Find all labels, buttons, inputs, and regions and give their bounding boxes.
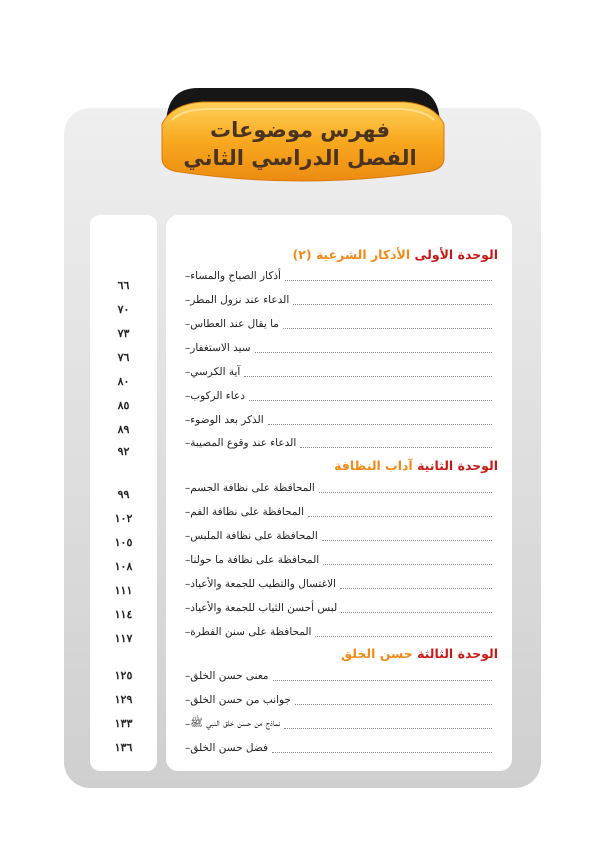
page-number: ٩٩ [117, 488, 130, 501]
unit-title: آداب النظافة [334, 458, 413, 473]
toc-entry[interactable]: – الاغتسال والتطيب للجمعة والأعياد [180, 575, 498, 593]
entry-title: فضل حسن الخلق [190, 742, 268, 754]
toc-entry[interactable]: – الذكر بعد الوضوء [180, 411, 498, 429]
entry-title: آية الكرسي [190, 366, 241, 378]
page-number: ١١٧ [114, 632, 133, 645]
page-number: ٧٣ [117, 327, 130, 340]
toc-entry[interactable]: – معنى حسن الخلق [180, 667, 498, 685]
unit-title: الأذكار الشرعية (٢) [292, 247, 411, 262]
page-number: ١١١ [114, 584, 133, 597]
unit-heading [293, 247, 498, 262]
entry-title: الدعاء عند وقوع المصيبة [190, 437, 297, 449]
toc-entry[interactable]: – فضل حسن الخلق [180, 739, 498, 757]
entry-title: المحافظة على نظافة الجسم [190, 482, 315, 494]
toc-entry[interactable]: – الدعاء عند نزول المطر [180, 291, 498, 309]
toc-entry[interactable]: – آية الكرسي [180, 363, 498, 381]
page-number: ١٣٣ [114, 717, 133, 730]
entry-title: لبس أحسن الثياب للجمعة والأعياد [190, 602, 338, 614]
toc-entry[interactable]: – أذكار الصباح والمساء [180, 267, 498, 285]
entry-title: معنى حسن الخلق [190, 670, 269, 682]
unit-prefix: الوحدة الثالثة [417, 646, 498, 661]
entry-title: الدعاء عند نزول المطر [190, 294, 290, 306]
toc-entry[interactable]: – دعاء الركوب [180, 387, 498, 405]
unit-prefix: الوحدة الأولى [414, 247, 498, 262]
toc-entry[interactable]: – ما يقال عند العطاس [180, 315, 498, 333]
entry-title: سيد الاستغفار [190, 342, 251, 354]
page-number: ٦٦ [117, 279, 130, 292]
page-number: ٨٠ [117, 375, 130, 388]
unit-heading [341, 646, 498, 661]
toc-entry[interactable]: – المحافظة على نظافة الفم [180, 503, 498, 521]
toc-title-line2: الفصل الدراسي الثاني [183, 146, 417, 170]
page-number: ١١٤ [114, 608, 133, 621]
page-number: ٨٥ [117, 399, 130, 412]
entry-title: أذكار الصباح والمساء [190, 270, 281, 282]
page-number-column [90, 215, 157, 771]
entry-title: المحافظة على نظافة الملبس [190, 530, 318, 542]
toc-entry[interactable]: – الدعاء عند وقوع المصيبة [180, 434, 498, 452]
page-number: ١٣٦ [114, 741, 133, 754]
entry-title: الذكر بعد الوضوء [190, 414, 264, 426]
unit-prefix: الوحدة الثانية [417, 458, 498, 473]
entry-title: الاغتسال والتطيب للجمعة والأعياد [190, 578, 336, 590]
page-number: ١٢٩ [114, 693, 133, 706]
entry-title: ما يقال عند العطاس [190, 318, 279, 330]
toc-entry[interactable]: – لبس أحسن الثياب للجمعة والأعياد [180, 599, 498, 617]
toc-entry[interactable]: – المحافظة على نظافة ما حولنا [180, 551, 498, 569]
toc-entry[interactable]: – نماذج من حسن خلق النبي ﷺ [180, 715, 498, 733]
page-number: ٧٠ [117, 303, 130, 316]
toc-entry[interactable]: – المحافظة على نظافة الجسم [180, 479, 498, 497]
toc-entry[interactable]: – المحافظة على سنن الفطرة [180, 623, 498, 641]
toc-entry[interactable]: – المحافظة على نظافة الملبس [180, 527, 498, 545]
page-number: ٩٢ [117, 445, 130, 458]
contents-panel [166, 215, 512, 771]
entry-title: دعاء الركوب [190, 390, 245, 402]
entry-title: جوانب من حسن الخلق [190, 694, 291, 706]
unit-title: حسن الخلق [341, 646, 413, 661]
entry-title: المحافظة على سنن الفطرة [190, 626, 312, 638]
page-number: ١٠٢ [114, 512, 133, 525]
page-number: ٧٦ [117, 351, 130, 364]
page-number: ١٠٨ [114, 560, 133, 573]
entry-title: نماذج من حسن خلق النبي ﷺ [190, 716, 281, 729]
page-number: ١٠٥ [114, 536, 133, 549]
toc-entry[interactable]: – جوانب من حسن الخلق [180, 691, 498, 709]
entry-title: المحافظة على نظافة الفم [190, 506, 304, 518]
page-number: ٨٩ [117, 423, 130, 436]
page-number: ١٢٥ [114, 669, 133, 682]
toc-entry[interactable]: – سيد الاستغفار [180, 339, 498, 357]
unit-heading [334, 458, 498, 473]
toc-title-line1: فهرس موضوعات [210, 118, 390, 142]
entry-title: المحافظة على نظافة ما حولنا [190, 554, 320, 566]
